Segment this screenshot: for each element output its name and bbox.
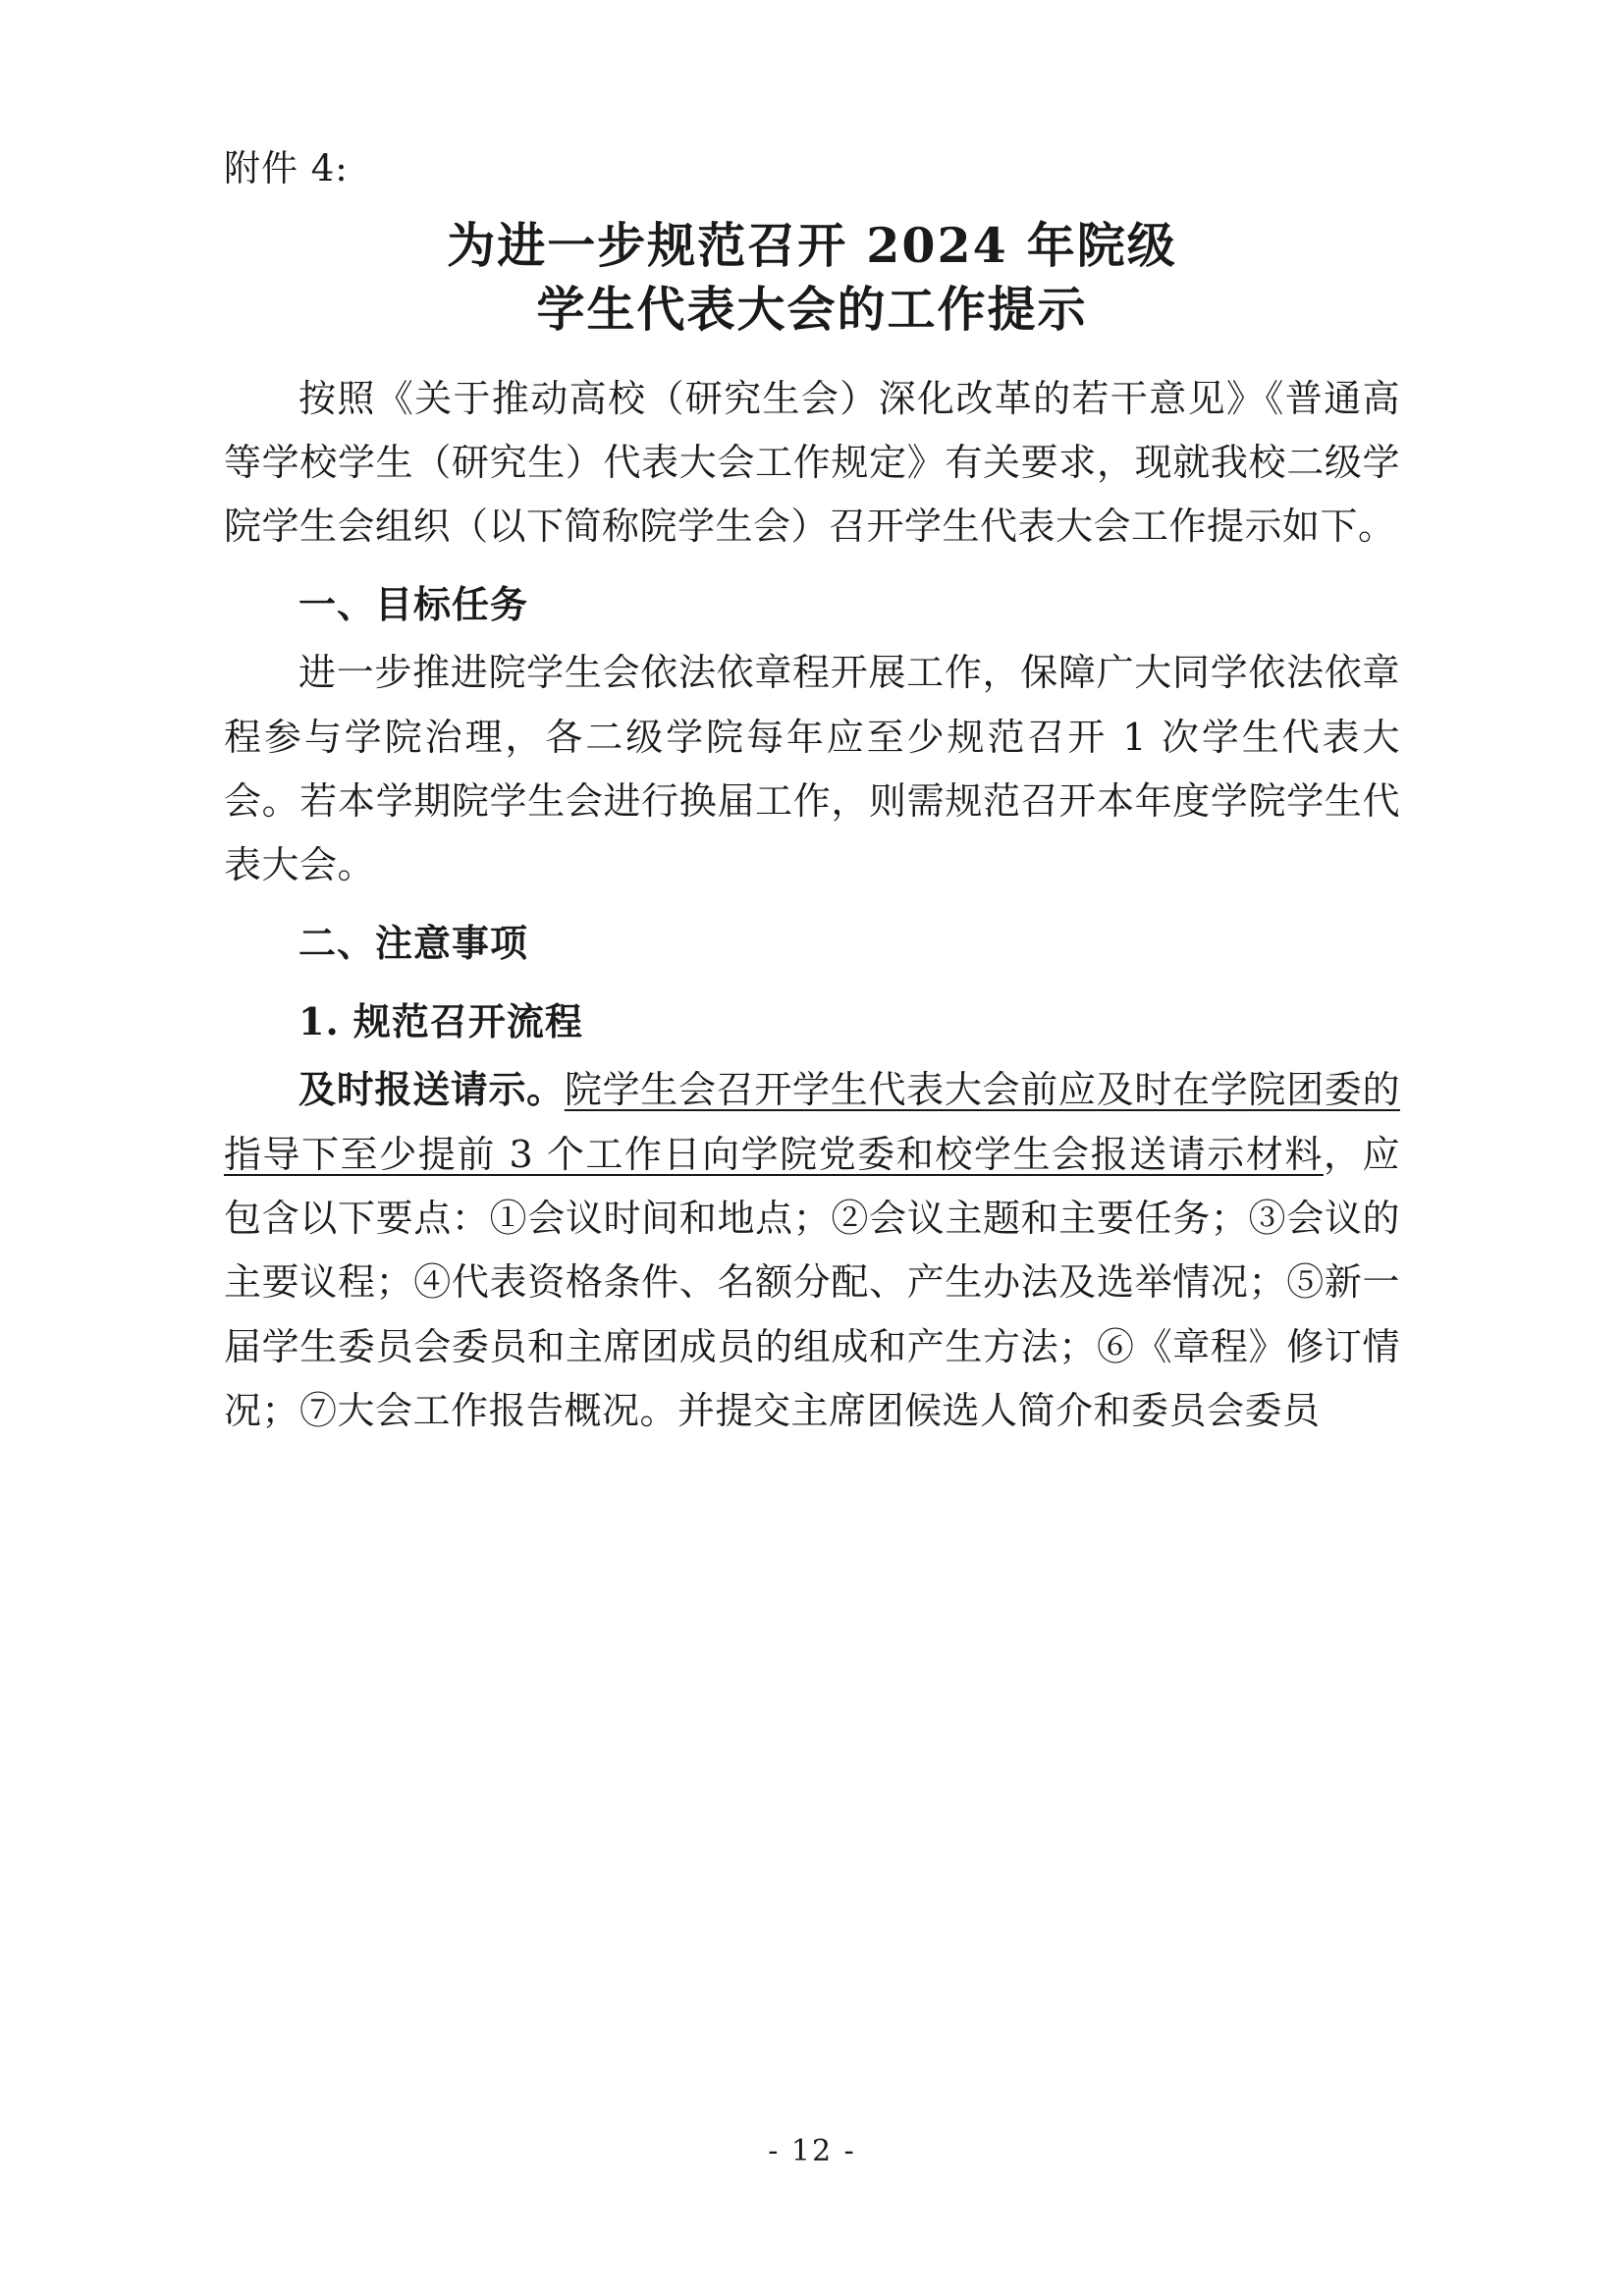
paragraph-underlined-text: 院学生会召开学生代表大会前应及时在学院团委的指导下至少提前 3 个工作日向学院党委和校学生会报送请示材料 [224, 1068, 1400, 1176]
page-title-line-2: 学生代表大会的工作提示 [536, 281, 1088, 339]
paragraph-lead-text: 及时报送请示。 [298, 1067, 565, 1112]
section-heading-objectives: 一、目标任务 [298, 582, 529, 626]
section-heading-notes: 二、注意事项 [298, 921, 529, 965]
page-title [224, 214, 1400, 341]
paragraph-remaining-text: ，应包含以下要点：①会议时间和地点；②会议主题和主要任务；③会议的主要议程；④代表资格条件、名额分配、产生办法及选举情况；⑤新一届学生委员会委员和主席团成员的组成和产生方法；⑥《章程》修订情况；⑦大会工作报告概况。并提交主席团候选人简介和委员会委员 [224, 1132, 1400, 1433]
section-objectives-paragraph: 进一步推进院学生会依法依章程开展工作，保障广大同学依法依章程参与学院治理，各二级学院每年应至少规范召开 1 次学生代表大会。若本学期院学生会进行换届工作，则需规范召开本年度学院学生代表大会。 [224, 651, 1400, 887]
page-title-line-1: 为进一步规范召开 2024 年院级 [447, 217, 1177, 275]
page-number: - 12 - [768, 2134, 856, 2168]
subsection-heading-process: 1. 规范召开流程 [298, 998, 583, 1043]
intro-paragraph: 按照《关于推动高校（研究生会）深化改革的若干意见》《普通高等学校学生（研究生）代表大会工作规定》有关要求，现就我校二级学院学生会组织（以下简称院学生会）召开学生代表大会工作提示如下。 [224, 376, 1400, 549]
attachment-label: 附件 4: [224, 147, 349, 189]
subsection-process-paragraph [224, 1057, 1400, 1443]
